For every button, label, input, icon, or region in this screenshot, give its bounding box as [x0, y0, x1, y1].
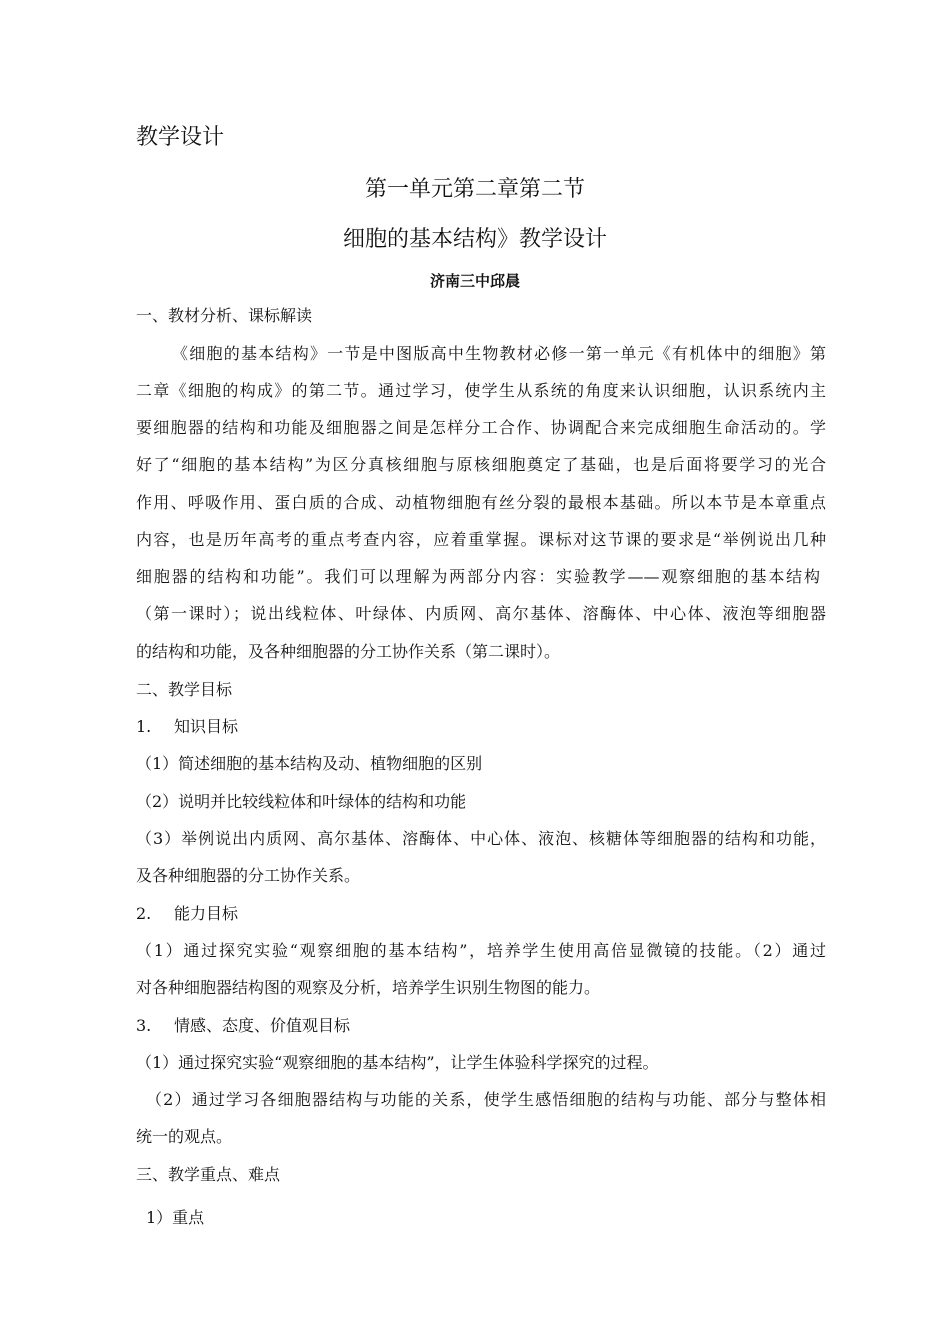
paragraph-line: 二章《细胞的构成》的第二节。通过学习，使学生从系统的角度来认识细胞，认识系统内主 [136, 381, 826, 400]
goal-item: （1）通过探究实验“观察细胞的基本结构”，让学生体验科学探究的过程。 [136, 1053, 659, 1072]
knowledge-goal-heading [136, 714, 826, 737]
paragraph-line: （第一课时）；说出线粒体、叶绿体、内质网、高尔基体、溶酶体、中心体、液泡等细胞器 [136, 604, 826, 623]
list-number: 2. [136, 904, 152, 923]
paragraph-line: 要细胞器的结构和功能及细胞器之间是怎样分工合作、协调配合来完成细胞生命活动的。学 [136, 418, 826, 437]
author: 济南三中邱晨 [429, 272, 520, 290]
list-label: 情感、态度、价值观目标 [174, 1016, 351, 1035]
section-1-heading: 一、教材分析、课标解读 [136, 306, 313, 325]
paragraph-line: 作用、呼吸作用、蛋白质的合成、动植物细胞有丝分裂的最根本基础。所以本节是本章重点 [136, 493, 826, 512]
paragraph-line: 《细胞的基本结构》一节是中图版高中生物教材必修一第一单元《有机体中的细胞》第 [172, 344, 826, 363]
list-label: 知识目标 [174, 717, 239, 736]
title-line-1: 第一单元第二章第二节 [364, 177, 585, 202]
sub-heading-key-points: 1）重点 [146, 1208, 205, 1227]
ability-goal-heading [136, 901, 826, 924]
goal-item: 及各种细胞器的分工协作关系。 [136, 866, 361, 885]
goal-item: （2）说明并比较线粒体和叶绿体的结构和功能 [136, 792, 467, 811]
goal-item: 统一的观点。 [136, 1127, 233, 1146]
section-3-heading: 三、教学重点、难点 [136, 1165, 281, 1184]
goal-item: 对各种细胞器结构图的观察及分析，培养学生识别生物图的能力。 [136, 978, 601, 997]
goal-item: （2）通过学习各细胞器结构与功能的关系，使学生感悟细胞的结构与功能、部分与整体相 [146, 1090, 826, 1109]
goal-item: （1）简述细胞的基本结构及动、植物细胞的区别 [136, 754, 483, 773]
goal-item: （1）通过探究实验“观察细胞的基本结构”，培养学生使用高倍显微镜的技能。（2）通过 [136, 941, 826, 960]
paragraph-line: 好了“细胞的基本结构”为区分真核细胞与原核细胞奠定了基础，也是后面将要学习的光合 [136, 455, 826, 474]
goal-item: （3）举例说出内质网、高尔基体、溶酶体、中心体、液泡、核糖体等细胞器的结构和功能， [136, 829, 826, 848]
list-number: 3. [136, 1016, 152, 1035]
paragraph-line: 内容，也是历年高考的重点考查内容，应着重掌握。课标对这节课的要求是“举例说出几种 [136, 530, 826, 549]
paragraph-line: 的结构和功能，及各种细胞器的分工协作关系（第二课时）。 [136, 642, 561, 661]
emotion-goal-heading [136, 1013, 826, 1036]
doc-label: 教学设计 [136, 125, 225, 150]
list-number: 1. [136, 717, 152, 736]
title-line-2: 细胞的基本结构》教学设计 [342, 227, 607, 252]
paragraph-line: 细胞器的结构和功能”。我们可以理解为两部分内容：实验教学——观察细胞的基本结构 [136, 567, 820, 586]
section-2-heading: 二、教学目标 [136, 680, 233, 699]
list-label: 能力目标 [174, 904, 239, 923]
